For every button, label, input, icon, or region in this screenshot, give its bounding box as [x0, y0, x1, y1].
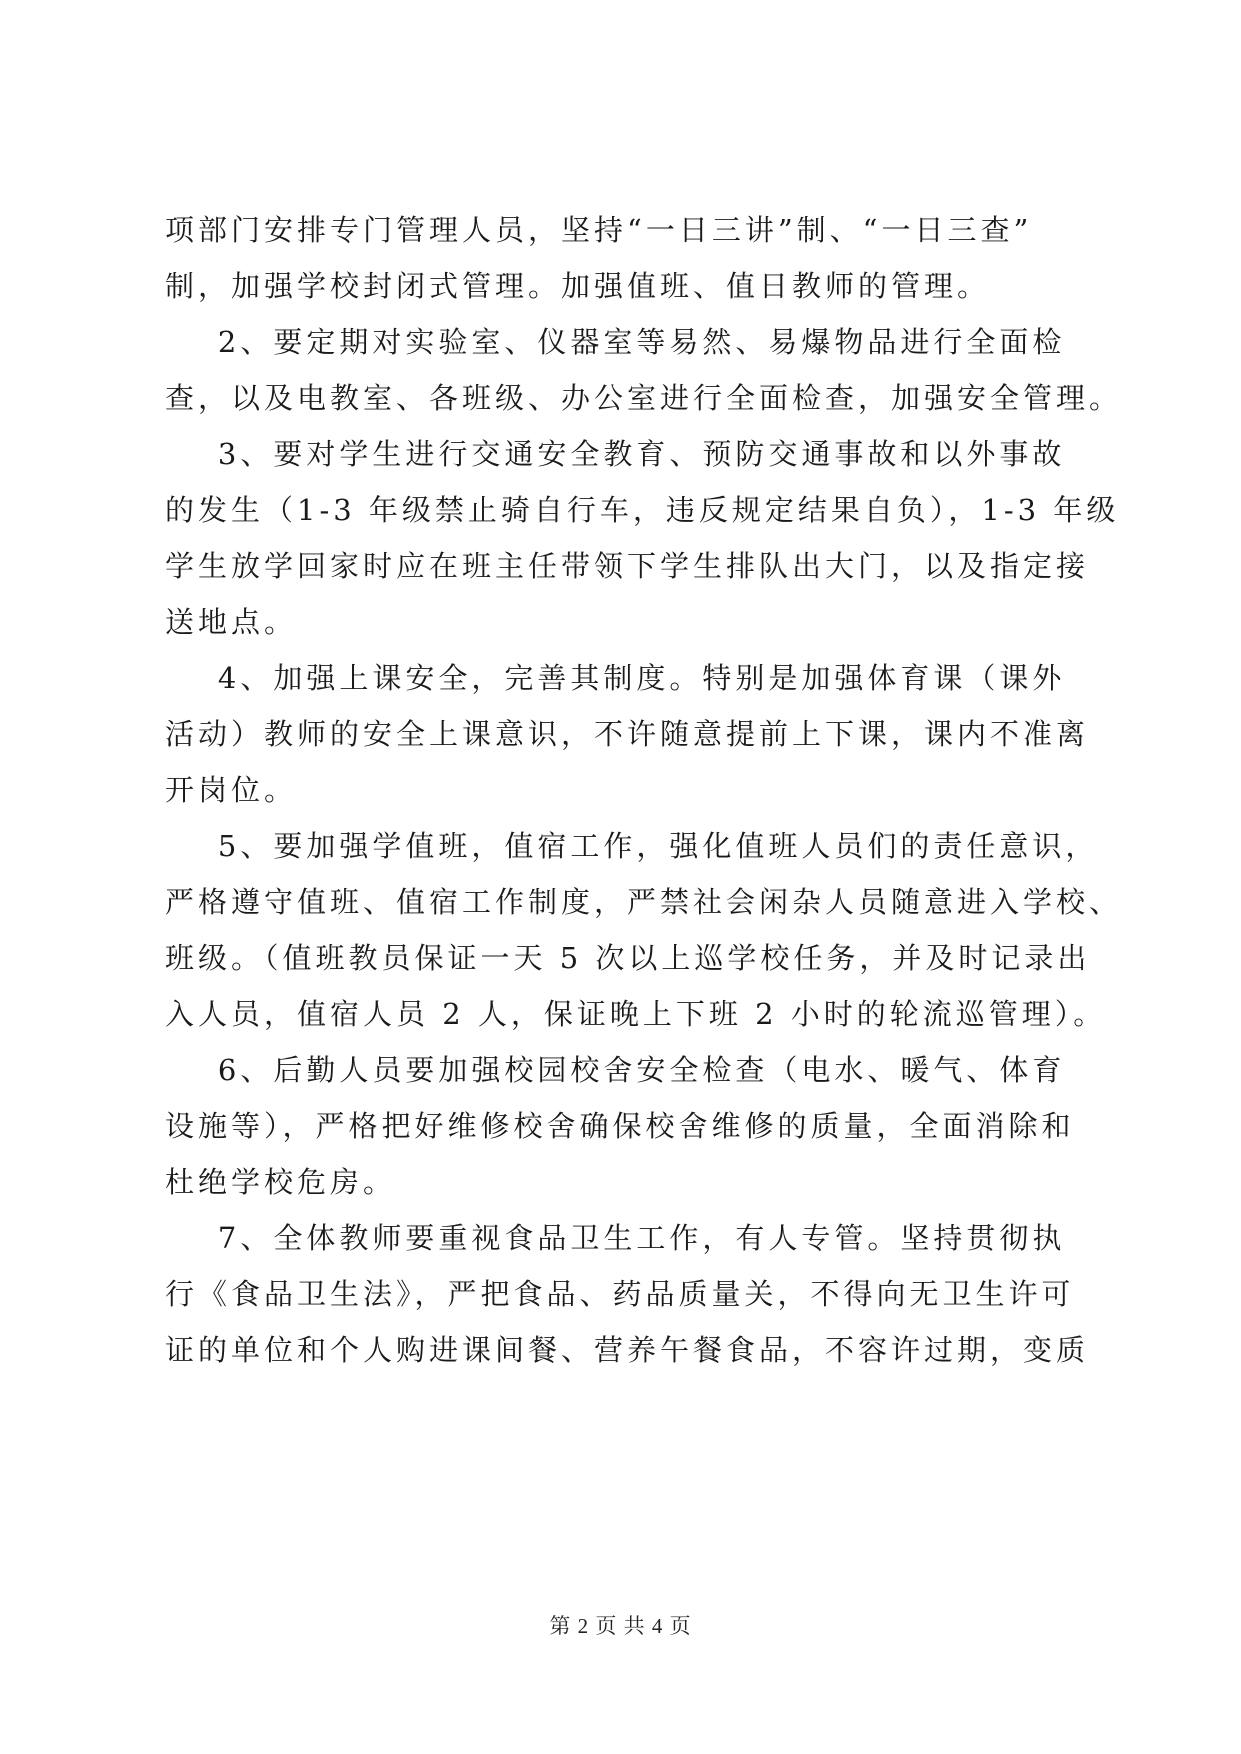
- text-line: 3、要对学生进行交通安全教育、预防交通事故和以外事故: [165, 437, 1066, 471]
- text-line: 5、要加强学值班，值宿工作，强化值班人员们的责任意识，: [165, 829, 1099, 863]
- text-line: 开岗位。: [165, 773, 298, 807]
- text-line: 杜绝学校危房。: [165, 1165, 397, 1199]
- text-line: 证的单位和个人购进课间餐、营养午餐食品，不容许过期，变质: [165, 1333, 1090, 1367]
- text-line: 2、要定期对实验室、仪器室等易然、易爆物品进行全面检: [165, 325, 1066, 359]
- text-line: 的发生（1-3 年级禁止骑自行车，违反规定结果自负），1-3 年级: [165, 493, 1120, 527]
- text-line: 班级。（值班教员保证一天 5 次以上巡学校任务，并及时记录出: [165, 941, 1091, 975]
- text-line: 7、全体教师要重视食品卫生工作，有人专管。坚持贯彻执: [165, 1221, 1066, 1255]
- page-number: 第 2 页 共 4 页: [549, 1614, 692, 1638]
- text-line: 学生放学回家时应在班主任带领下学生排队出大门，以及指定接: [165, 549, 1090, 583]
- text-line: 项部门安排专门管理人员，坚持“一日三讲”制、“一日三查”: [165, 213, 1033, 247]
- text-line: 查，以及电教室、各班级、办公室进行全面检查，加强安全管理。: [165, 381, 1123, 415]
- text-line: 设施等），严格把好维修校舍确保校舍维修的质量，全面消除和: [165, 1109, 1075, 1143]
- text-line: 4、加强上课安全，完善其制度。特别是加强体育课（课外: [165, 661, 1066, 695]
- page-footer: [0, 1610, 1241, 1640]
- text-line: 送地点。: [165, 605, 298, 639]
- text-line: 活动）教师的安全上课意识，不许随意提前上下课，课内不准离: [165, 717, 1090, 751]
- text-line: 6、后勤人员要加强校园校舍安全检查（电水、暖气、体育: [165, 1053, 1066, 1087]
- text-line: 行《食品卫生法》，严把食品、药品质量关，不得向无卫生许可: [165, 1277, 1075, 1311]
- text-line: 严格遵守值班、值宿工作制度，严禁社会闲杂人员随意进入学校、: [165, 885, 1123, 919]
- text-line: 制，加强学校封闭式管理。加强值班、值日教师的管理。: [165, 269, 991, 303]
- text-line: 入人员，值宿人员 2 人，保证晚上下班 2 小时的轮流巡管理）。: [165, 997, 1107, 1031]
